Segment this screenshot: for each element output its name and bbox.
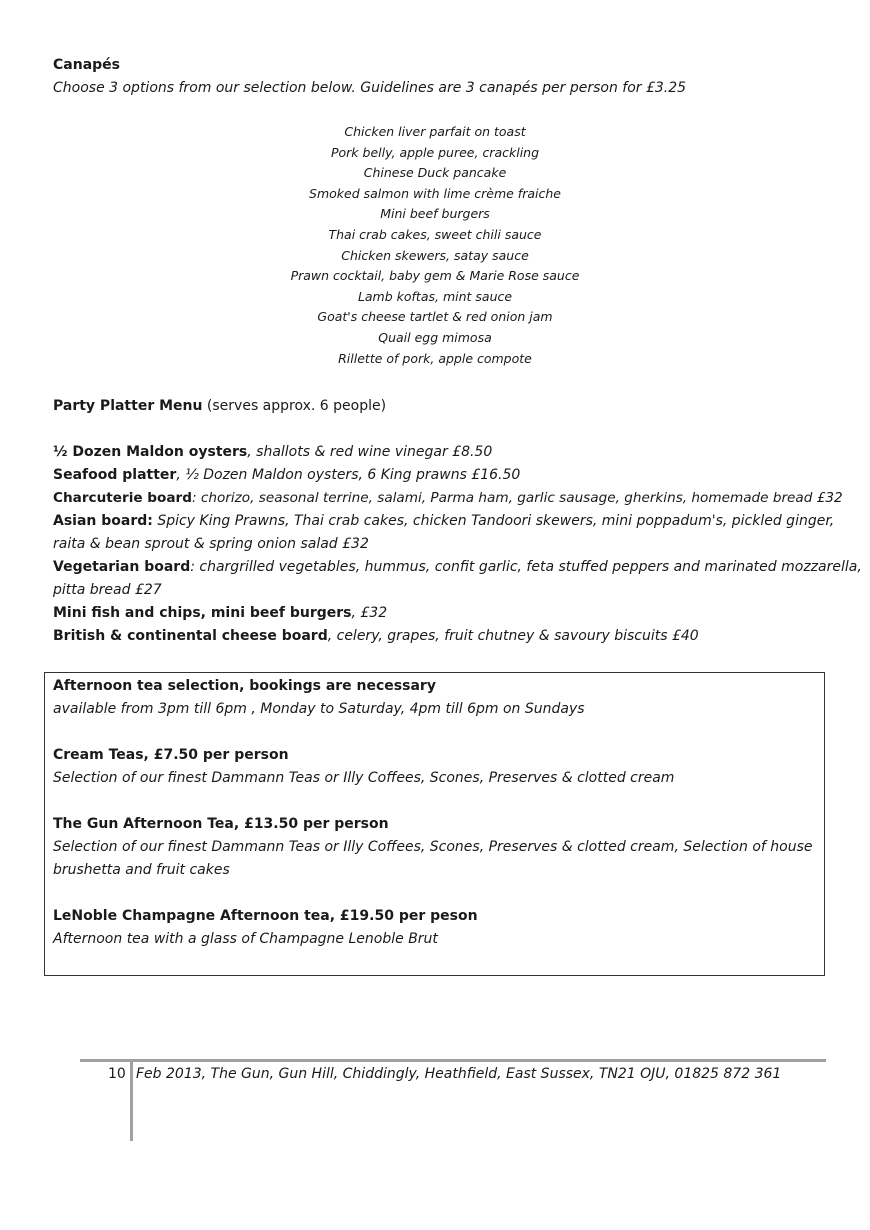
champagne-tea-title: LeNoble Champagne Afternoon tea, £19.50 per peson [53, 908, 478, 924]
page-number: 10 [108, 1066, 126, 1082]
gun-tea-desc-cont: brushetta and fruit cakes [53, 862, 230, 878]
platter-item [53, 487, 843, 510]
platter-heading [53, 395, 386, 418]
list-item: Pork belly, apple puree, crackling [330, 144, 540, 160]
canapes-list [200, 122, 670, 369]
footer-vertical-divider [130, 1061, 133, 1141]
platter-title-note: (serves approx. 6 people) [202, 398, 387, 414]
platter-title: Party Platter Menu [53, 398, 203, 414]
list-item: Chicken liver parfait on toast [344, 124, 526, 139]
cream-teas-title: Cream Teas, £7.50 per person [53, 747, 289, 763]
platter-item-cont: pitta bread £27 [53, 582, 162, 598]
platter-item [53, 602, 387, 625]
list-item: Smoked salmon with lime crème fraiche [309, 185, 561, 201]
list-item: Chicken skewers, satay sauce [341, 247, 529, 263]
gun-tea-desc: Selection of our finest Dammann Teas or Illy Coffees, Scones, Preserves & clotted cream, Selection of house [53, 839, 813, 855]
platter-item-name: Charcuterie board [53, 490, 192, 506]
platter-item-name: Vegetarian board [53, 559, 191, 575]
platter-item-desc: : chargrilled vegetables, hummus, confit garlic, feta stuffed peppers and marinated mozzarella, [190, 559, 862, 575]
platter-item-desc: : chorizo, seasonal terrine, salami, Parma ham, garlic sausage, gherkins, homemade bread £32 [191, 490, 843, 506]
platter-item-desc: , ½ Dozen Maldon oysters, 6 King prawns £16.50 [176, 467, 521, 483]
list-item: Goat's cheese tartlet & red onion jam [317, 309, 553, 325]
list-item: Rillette of pork, apple compote [338, 350, 532, 366]
list-item: Mini beef burgers [380, 206, 490, 222]
canapes-subtitle: Choose 3 options from our selection below. Guidelines are 3 canapés per person for £3.25 [53, 80, 687, 96]
gun-tea-title: The Gun Afternoon Tea, £13.50 per person [53, 816, 389, 832]
footer-divider [80, 1059, 826, 1062]
platter-item-desc: , shallots & red wine vinegar £8.50 [247, 444, 493, 460]
platter-item-name: Mini fish and chips, mini beef burgers [53, 605, 352, 621]
platter-item-name: ½ Dozen Maldon oysters [53, 444, 248, 460]
platter-item-desc: , celery, grapes, fruit chutney & savoury biscuits £40 [327, 628, 699, 644]
platter-item [53, 625, 699, 648]
afternoon-tea-availability: available from 3pm till 6pm , Monday to Saturday, 4pm till 6pm on Sundays [53, 701, 585, 717]
platter-item-name: British & continental cheese board [53, 628, 328, 644]
list-item: Thai crab cakes, sweet chili sauce [328, 226, 542, 242]
platter-item [53, 510, 834, 533]
footer-address: Feb 2013, The Gun, Gun Hill, Chiddingly, Heathfield, East Sussex, TN21 OJU, 01825 872 361 [136, 1066, 782, 1082]
cream-teas-desc: Selection of our finest Dammann Teas or Illy Coffees, Scones, Preserves & clotted cream [53, 770, 675, 786]
afternoon-tea-title: Afternoon tea selection, bookings are necessary [53, 678, 436, 694]
afternoon-tea-box [44, 672, 825, 976]
platter-item-name: Seafood platter [53, 467, 177, 483]
list-item: Chinese Duck pancake [363, 165, 507, 181]
platter-item [53, 556, 862, 579]
platter-item-cont: raita & bean sprout & spring onion salad £32 [53, 536, 369, 552]
champagne-tea-desc: Afternoon tea with a glass of Champagne Lenoble Brut [53, 931, 438, 947]
platter-item [53, 464, 520, 487]
platter-item-name: Asian board: [53, 513, 153, 529]
list-item: Quail egg mimosa [378, 329, 492, 345]
list-item: Lamb koftas, mint sauce [357, 288, 513, 304]
platter-item-desc: , £32 [351, 605, 388, 621]
platter-item-desc: Spicy King Prawns, Thai crab cakes, chicken Tandoori skewers, mini poppadum's, pickled ginger, [152, 513, 835, 529]
list-item: Prawn cocktail, baby gem & Marie Rose sauce [290, 268, 580, 284]
platter-item [53, 441, 492, 464]
canapes-title: Canapés [53, 57, 120, 73]
